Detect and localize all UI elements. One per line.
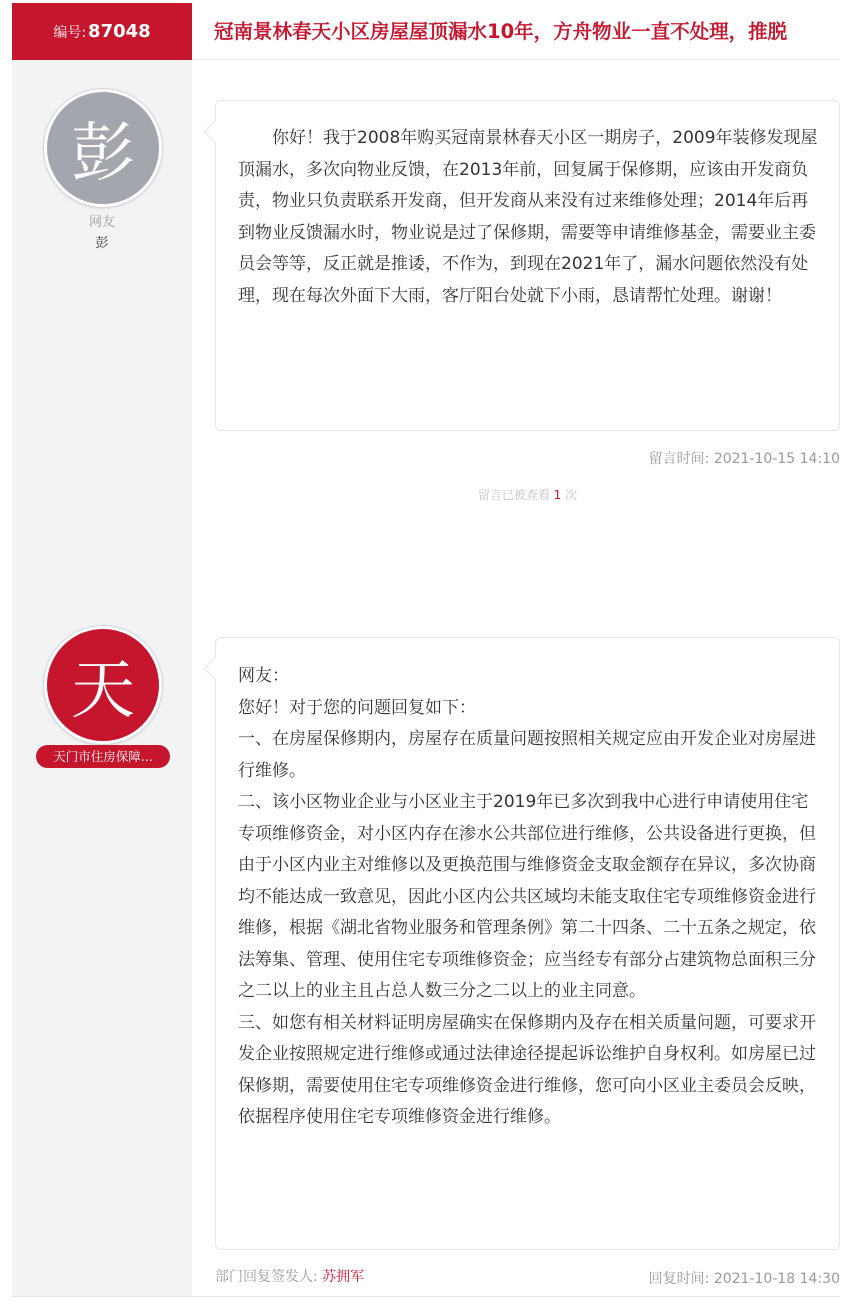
reply-text — [238, 661, 823, 1134]
question-text — [238, 123, 823, 312]
question-bubble — [215, 100, 840, 431]
reply-time-label: 回复时间: — [648, 1271, 710, 1287]
reply-point-2: 二、该小区物业企业与小区业主于2019年已多次到我中心进行申请使用住宅专项维修资金，对小区内存在渗水公共部位进行维修，公共设备进行更换，但由于小区内业主对维修以及更换范围与维修资金支取金额存在异议，多次协商均不能达成一致意见，因此小区内公共区域均未能支取住宅专项维修资金进行维修，根据《湖北省物业服务和管理条例》第二十四条、二十五条之规定，依法筹集、管理、使用住宅专项维修资金；应当经专有部分占建筑物总面积三分之二以上的业主且占总人数三分之二以上的业主同意。 — [238, 792, 816, 1001]
question-time-value: 2021-10-15 14:10 — [713, 451, 840, 467]
view-count-prefix: 留言已被查看 — [477, 488, 550, 502]
user-avatar — [44, 89, 162, 207]
reply-time-value: 2021-10-18 14:30 — [713, 1271, 840, 1287]
reply-point-1: 一、在房屋保修期内，房屋存在质量问题按照相关规定应由开发企业对房屋进行维修。 — [238, 729, 816, 781]
question-paragraph: 你好！我于2008年购买冠南景林春天小区一期房子，2009年装修发现屋顶漏水，多次向物业反馈，在2013年前，回复属于保修期，应该由开发商负责，物业只负责联系开发商，但开发商从来没有过来维修处理；2014年后再到物业反馈漏水时，物业说是过了保修期，需要等申请维修基金，需要业主委员会等等，反正就是推诿，不作为，到现在2021年了，漏水问题依然没有处理，现在每次外面下大雨，客厅阳台处就下小雨，恳请帮忙处理。谢谢！ — [238, 128, 818, 306]
view-count-suffix: 次 — [565, 488, 578, 502]
bottom-divider — [12, 1296, 840, 1297]
user-name: 彭 — [95, 236, 109, 251]
view-count — [215, 486, 840, 503]
user-type-label: 网友 — [88, 215, 115, 230]
department-badge[interactable]: 天门市住房保障... — [36, 745, 170, 768]
message-id-value: 87048 — [88, 21, 151, 42]
user-avatar-char: 彭 — [71, 117, 135, 191]
title-divider — [192, 59, 840, 60]
reply-intro: 您好！对于您的问题回复如下： — [238, 697, 476, 718]
page-title: 冠南景林春天小区房屋屋顶漏水10年，方舟物业一直不处理，推脱 — [214, 20, 788, 43]
reply-point-3: 三、如您有相关材料证明房屋确实在保修期内及存在相关质量问题，可要求开发企业按照规定进行维修或通过法律途径提起诉讼维护自身权利。如房屋已过保修期，需要使用住宅专项维修资金进行维修，您可向小区业主委员会反映，依据程序使用住宅专项维修资金进行维修。 — [238, 1012, 816, 1127]
message-id-badge — [12, 3, 192, 60]
question-time — [649, 448, 840, 468]
view-count-number: 1 — [553, 488, 562, 502]
reply-signer-label: 部门回复签发人: — [215, 1269, 318, 1285]
reply-time — [649, 1268, 840, 1288]
reply-bubble — [215, 637, 840, 1250]
department-avatar — [44, 626, 162, 744]
reply-greeting: 网友： — [238, 666, 289, 686]
reply-signer-name: 苏拥军 — [322, 1269, 365, 1285]
question-time-label: 留言时间: — [648, 451, 710, 467]
reply-signer — [215, 1266, 364, 1286]
message-id-label: 编号: — [53, 24, 87, 41]
department-avatar-char: 天 — [71, 654, 135, 728]
